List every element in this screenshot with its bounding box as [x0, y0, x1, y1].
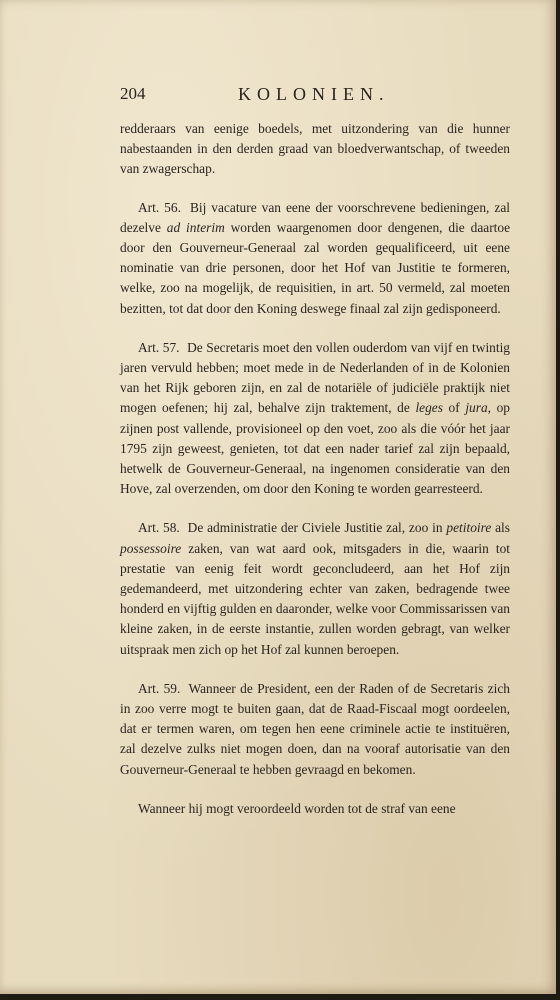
paragraph-text: Wanneer hij mogt veroordeeld worden tot de straf van eene: [138, 800, 456, 816]
paragraph-text: of: [442, 400, 466, 416]
paragraph-text: worden waargenomen door dengenen, die daartoe door den Gouverneur-Generaal zal worden gequalificeerd, uit eene nominatie van drie personen, door het Hof van Justitie te formeren, welke, zoo na mogelijk, de requisitien, in art. 50 vermeld, zal moeten bezitten, tot dat door den Koning deswege finaal zal zijn gedisponeerd.: [120, 219, 511, 316]
article-number: Art. 57.: [138, 339, 180, 355]
article-59: [120, 679, 510, 780]
paragraph-text: redderaars van eenige boedels, met uitzondering van die hunner nabestaanden in den derden graad van bloedverwantschap, of tweeden van zwagerschap.: [120, 121, 510, 177]
running-title: KOLONIEN.: [238, 84, 390, 104]
page-header: [120, 84, 510, 108]
paragraph-text: als: [491, 520, 510, 536]
body-text: [120, 119, 510, 819]
paragraph-text: Bij vacature van eene der voorschrevene bedieningen, zal dezelve: [120, 199, 510, 235]
italic-term: petitoire: [446, 520, 492, 536]
italic-term: possessoire: [120, 540, 182, 556]
paragraph-text: De Secretaris moet den vollen ouderdom van vijf en twintig jaren vervuld hebben; moet mede in de Nederlanden of in de Kolonien van het Rijk geboren zijn, en zal de notariële of judiciële praktijk niet mogen oefenen; hij zal, behalve zijn traktement, de: [120, 339, 510, 416]
paragraph-final: [120, 799, 510, 819]
paragraph-text: , op zijnen post vallende, provisioneel op den voet, zoo als die vóór het jaar 1795 zijn geweest, genieten, tot dat een nader tarief zal zijn bepaald, hetwelk de Gouverneur-Generaal, na ingenomen consideratie van den Hove, zal overzenden, om door den Koning te worden gearresteerd.: [120, 400, 510, 497]
paragraph-text: De administratie der Civiele Justitie zal, zoo in: [187, 520, 447, 536]
italic-term: ad interim: [166, 219, 225, 235]
paragraph-continuation: [120, 119, 510, 180]
article-number: Art. 59.: [138, 680, 181, 696]
article-number: Art. 58.: [138, 520, 180, 536]
article-number: Art. 56.: [138, 199, 181, 215]
italic-term: leges: [415, 400, 443, 416]
paragraph-text: zaken, van wat aard ook, mitsgaders in die, waarin tot prestatie van eenig feit wordt geconcludeerd, aan het Hof zijn gedemandeerd, met uitzondering echter van zaken, bedragende twee honderd en vijftig gulden en daaronder, welke voor Commissarissen van kleine zaken, in de eerste instantie, zullen worden gebragt, van welker uitspraak men zich op het Hof zal kunnen beroepen.: [120, 540, 510, 657]
paragraph-text: Wanneer de President, een der Raden of de Secretaris zich in zoo verre mogt te buiten gaan, dat de Raad-Fiscaal mogt oordeelen, dat er termen waren, om tegen hen eene criminele actie te instituëren, zal dezelve zulks niet mogen doen, dan na vooraf autorisatie van den Gouverneur-Generaal te hebben gevraagd en bekomen.: [120, 680, 510, 777]
article-56: [120, 198, 510, 319]
article-57: [120, 338, 510, 500]
italic-term: jura: [465, 400, 488, 416]
page-number: 204: [120, 84, 146, 103]
article-58: [120, 518, 510, 659]
